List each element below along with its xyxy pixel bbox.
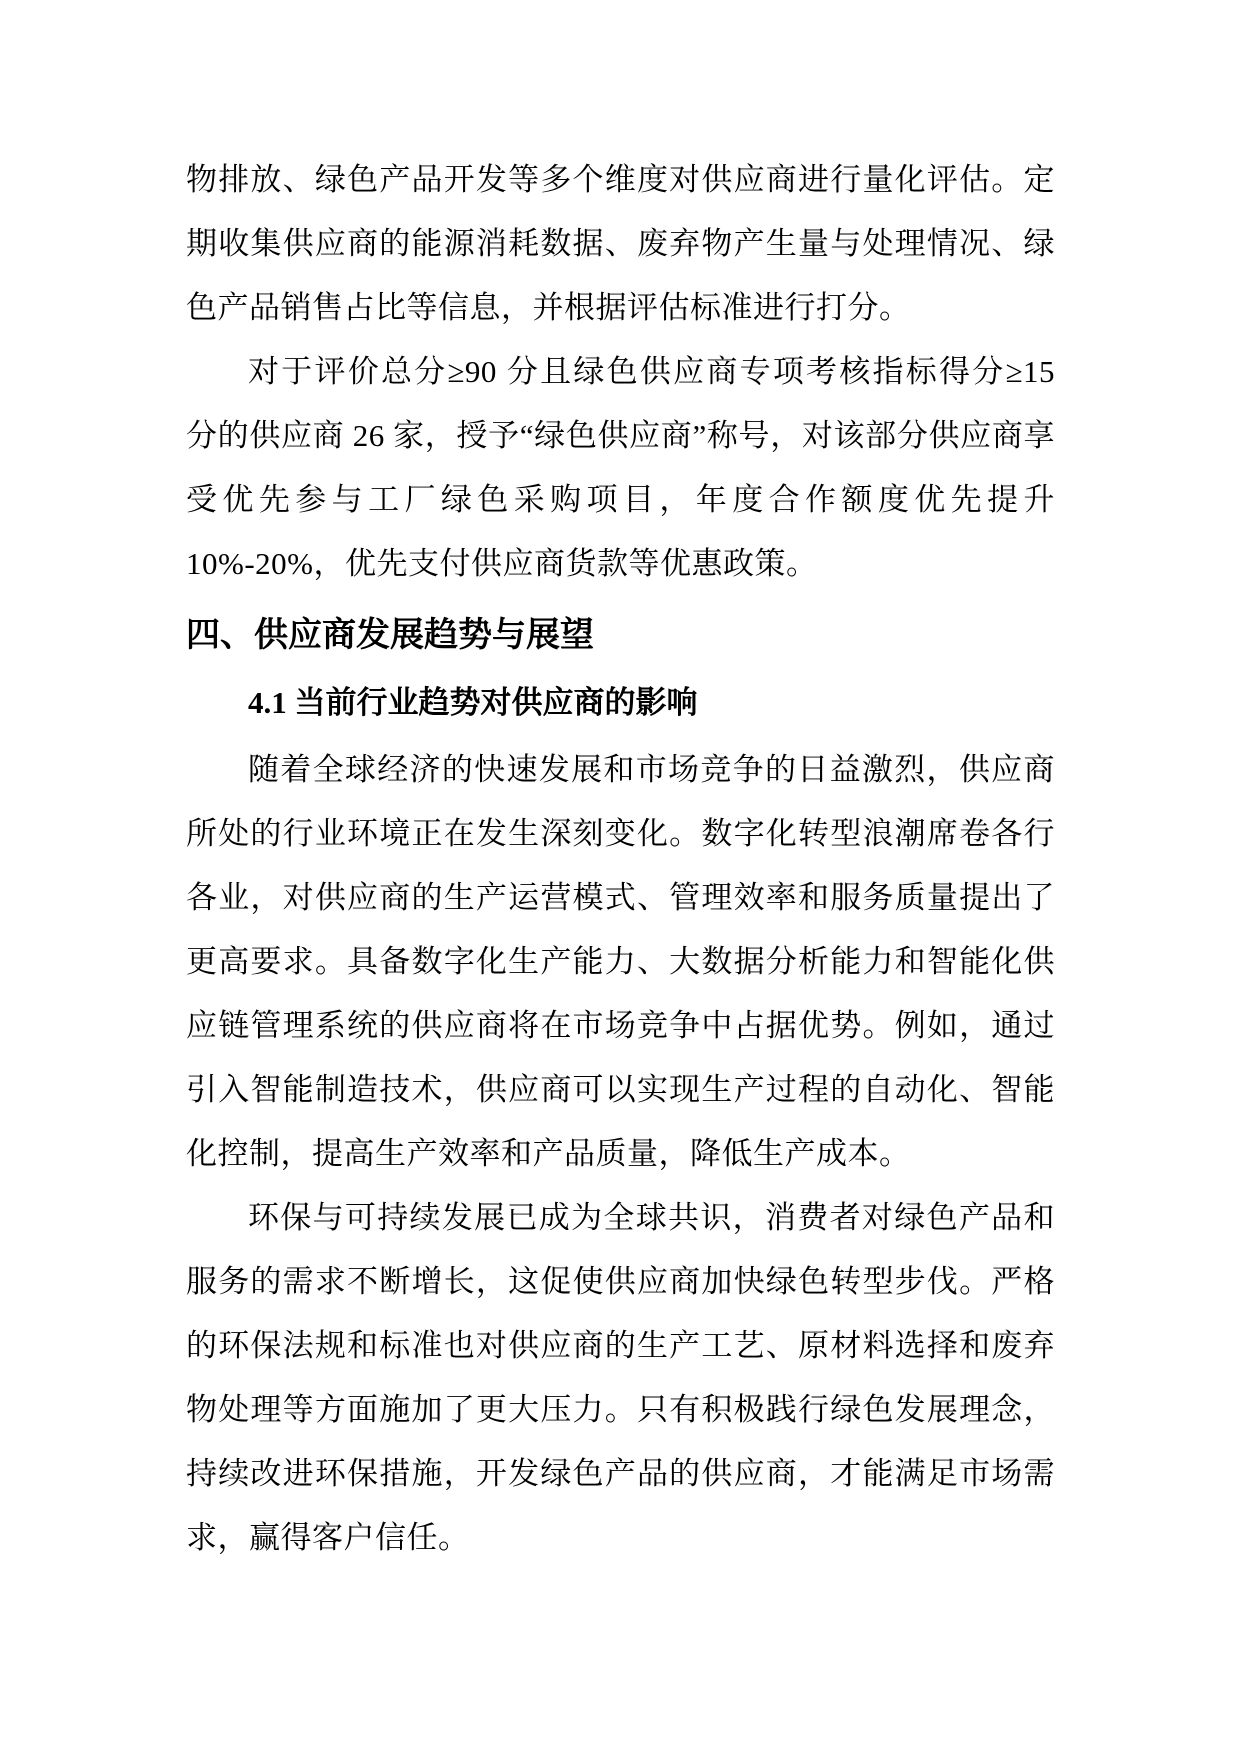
paragraph-digital-transformation-trends: 随着全球经济的快速发展和市场竞争的日益激烈，供应商所处的行业环境正在发生深刻变化。数字化转型浪潮席卷各行各业，对供应商的生产运营模式、管理效率和服务质量提出了更高要求。具备数字化生产能力、大数据分析能力和智能化供应链管理系统的供应商将在市场竞争中占据优势。例如，通过引入智能制造技术，供应商可以实现生产过程的自动化、智能化控制，提高生产效率和产品质量，降低生产成本。 [186,752,1055,1171]
paragraph-green-supplier-award: 对于评价总分≥90 分且绿色供应商专项考核指标得分≥15 分的供应商 26 家，授予“绿色供应商”称号，对该部分供应商享受优先参与工厂绿色采购项目，年度合作额度优先提升 10%-20%，优先支付供应商货款等优惠政策。 [186,354,1055,581]
paragraph-supplier-evaluation-continuation: 物排放、绿色产品开发等多个维度对供应商进行量化评估。定期收集供应商的能源消耗数据、废弃物产生量与处理情况、绿色产品销售占比等信息，并根据评估标准进行打分。 [186,162,1055,325]
paragraph-environmental-sustainability-trends: 环保与可持续发展已成为全球共识，消费者对绿色产品和服务的需求不断增长，这促使供应商加快绿色转型步伐。严格的环保法规和标准也对供应商的生产工艺、原材料选择和废弃物处理等方面施加了更大压力。只有积极践行绿色发展理念，持续改进环保措施，开发绿色产品的供应商，才能满足市场需求，赢得客户信任。 [186,1200,1055,1555]
section-heading-supplier-development-outlook: 四、供应商发展趋势与展望 [186,616,594,654]
subsection-heading-industry-trends-impact: 4.1 当前行业趋势对供应商的影响 [248,685,698,720]
